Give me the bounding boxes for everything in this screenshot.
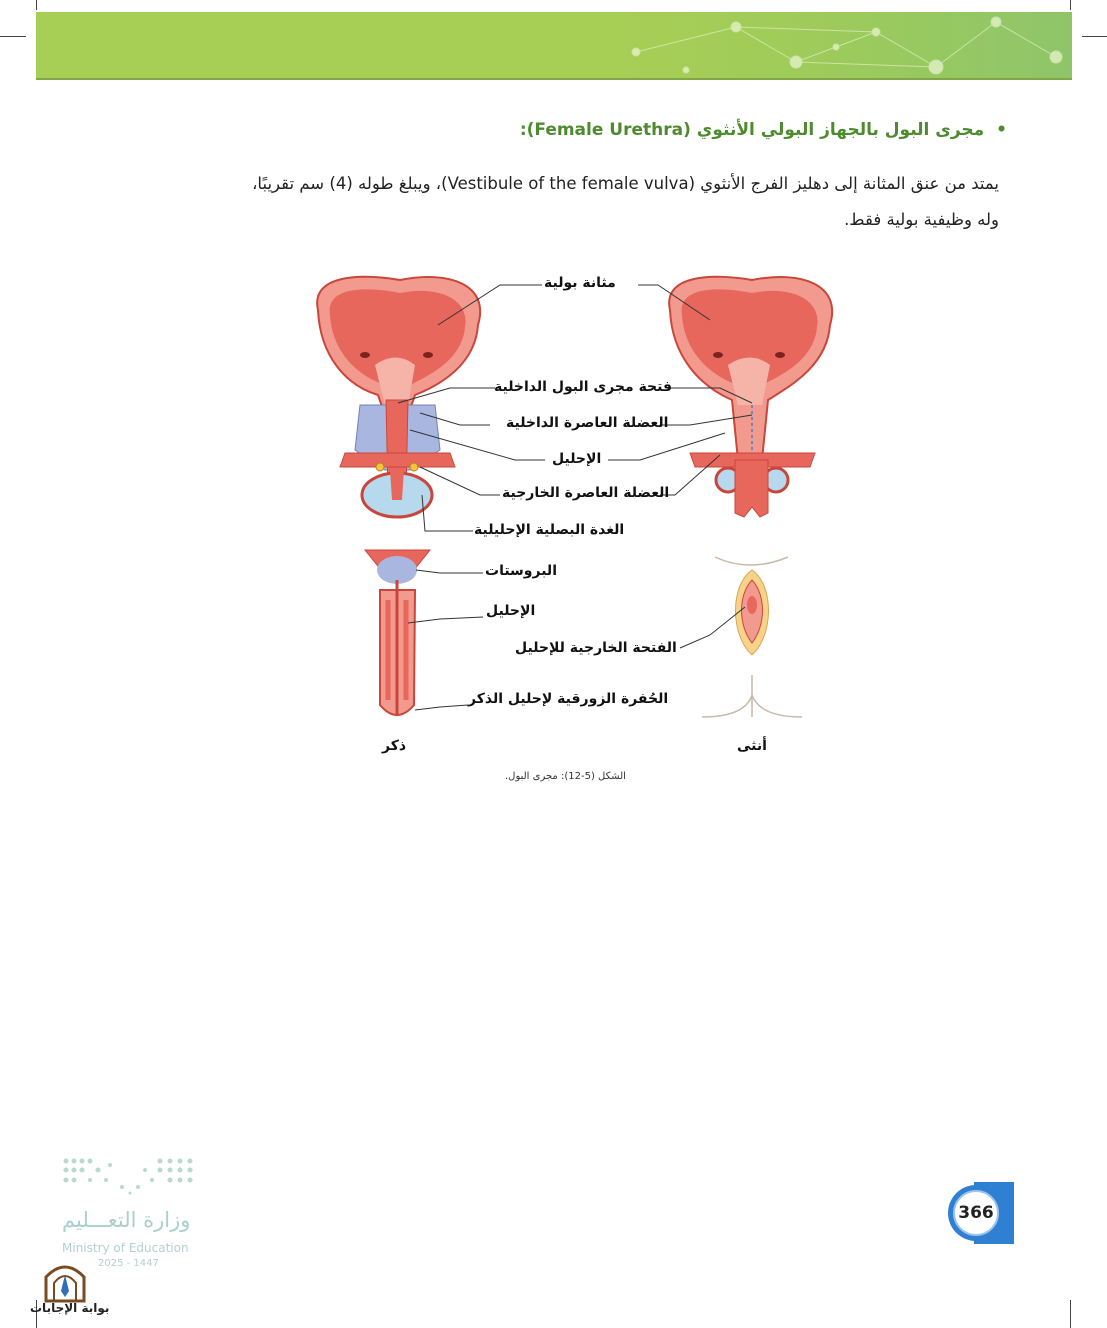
label-external-urethral-opening: الفتحة الخارجية للإحليل bbox=[515, 640, 677, 656]
label-bulbourethral-gland: الغدة البصلية الإحليلية bbox=[474, 522, 625, 538]
ministry-name-ar: وزارة التعـــليم bbox=[62, 1208, 191, 1232]
ministry-name-en: Ministry of Education bbox=[62, 1241, 189, 1255]
label-internal-sphincter: العضلة العاصرة الداخلية bbox=[506, 415, 669, 431]
network-decoration-icon bbox=[36, 12, 1072, 78]
header-band bbox=[36, 12, 1072, 80]
ministry-year: 2025 - 1447 bbox=[98, 1258, 159, 1269]
answers-portal-text: بوابة الإجابات bbox=[30, 1301, 110, 1315]
label-urethra-2: الإحليل bbox=[486, 603, 536, 619]
crop-mark bbox=[1082, 36, 1107, 37]
label-female: أنثى bbox=[737, 738, 767, 754]
body-paragraph bbox=[139, 166, 999, 238]
section-heading bbox=[520, 120, 1007, 140]
crop-mark bbox=[1070, 1300, 1071, 1328]
female-external-icon bbox=[702, 557, 802, 717]
crop-mark bbox=[1070, 0, 1071, 10]
female-bladder-icon bbox=[669, 277, 832, 517]
paragraph-line-2: وله وظيفية بولية فقط. bbox=[844, 210, 999, 229]
section-heading-text: مجرى البول بالجهاز البولي الأنثوي (Female Urethra): bbox=[519, 120, 985, 140]
male-urethra-icon bbox=[365, 550, 430, 715]
label-prostate: البروستات bbox=[485, 563, 557, 579]
figure-caption: الشكل (5-12): مجرى البول. bbox=[505, 771, 626, 782]
label-internal-urethral-opening: فتحة مجرى البول الداخلية bbox=[494, 379, 673, 395]
anatomy-illustration bbox=[290, 255, 850, 765]
label-urethra-1: الإحليل bbox=[552, 451, 602, 467]
label-bladder: مثانة بولية bbox=[544, 275, 616, 291]
urethra-figure bbox=[290, 255, 850, 769]
label-external-sphincter: العضلة العاصرة الخارجية bbox=[502, 485, 670, 501]
crop-mark bbox=[36, 0, 37, 10]
crop-mark bbox=[0, 36, 26, 37]
male-bladder-icon bbox=[317, 277, 480, 517]
label-navicular-fossa: الحُفرة الزورقية لإحليل الذكر bbox=[468, 691, 669, 707]
label-male: ذكر bbox=[382, 738, 407, 754]
page-number: 366 bbox=[958, 1203, 994, 1223]
bullet-icon: • bbox=[996, 120, 1007, 140]
paragraph-line-1: يمتد من عنق المثانة إلى دهليز الفرج الأنثوي (Vestibule of the female vulva)، ويبلغ طوله (4) سم تقريبًا، bbox=[252, 174, 999, 193]
